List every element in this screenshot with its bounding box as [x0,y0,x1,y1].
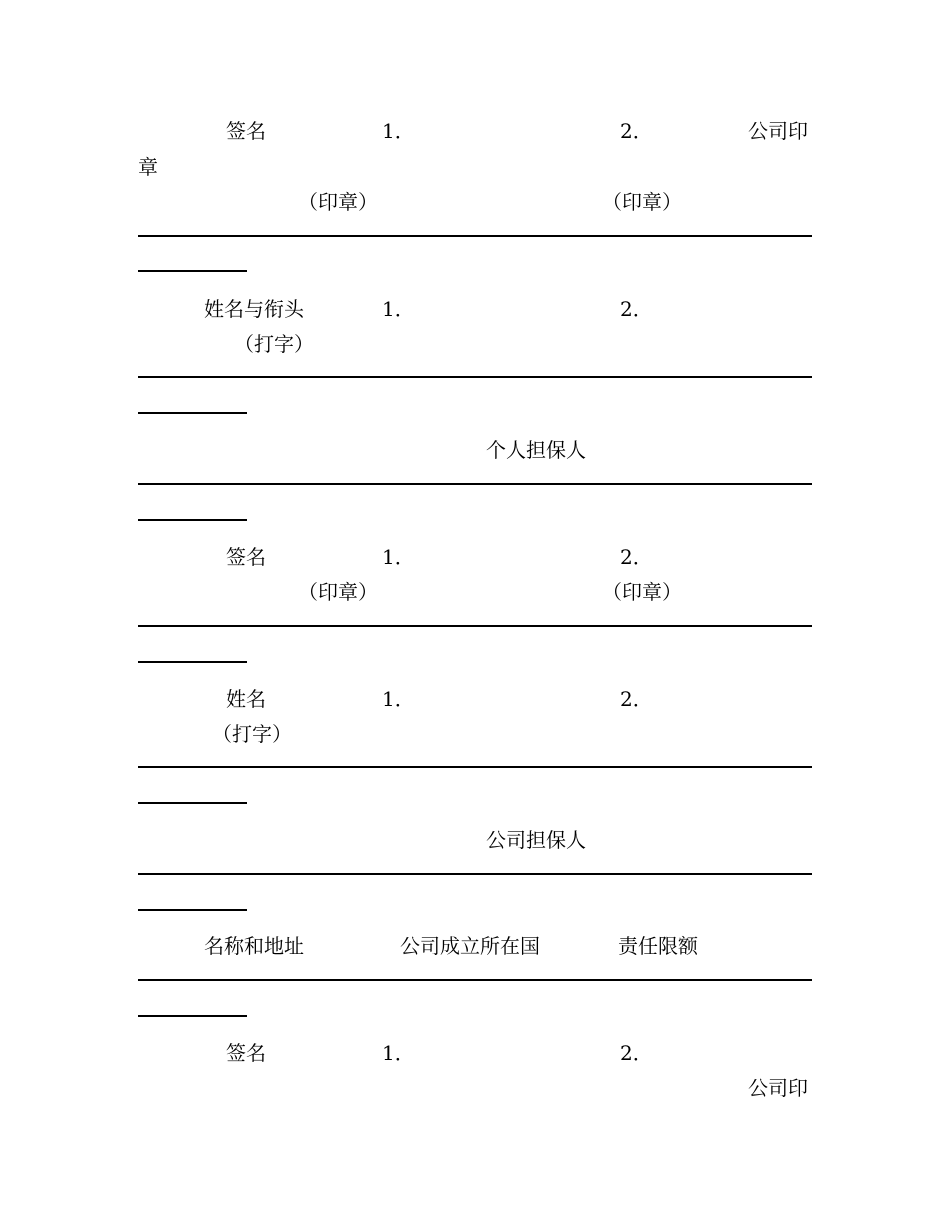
corporate-heading-line [138,873,812,875]
guarantor-signature-line-continuation [138,661,247,663]
columns-line-continuation [138,1015,247,1017]
guarantor-number-1: 1． [382,545,415,569]
corporate-number-2: 2． [620,1041,653,1065]
company-seal-label-continued: 章 [138,155,158,179]
guarantor-seal-1: （印章） [298,580,378,604]
guarantor-name-line [138,766,812,768]
signatory-number-2: 2． [620,119,653,143]
name-title-label: 姓名与衔头 [204,297,304,321]
name-line [138,376,812,378]
guarantor-name-number-2: 2． [620,687,653,711]
guarantor-name-number-1: 1． [382,687,415,711]
name-number-1: 1． [382,297,415,321]
corporate-company-seal-label: 公司印 [748,1076,808,1100]
guarantor-sign-label: 签名 [226,545,266,569]
columns-line [138,979,812,981]
company-seal-label: 公司印 [748,119,808,143]
heading-line-continuation [138,519,247,521]
corporate-heading-line-continuation [138,909,247,911]
heading-line [138,483,812,485]
column-incorporation-country: 公司成立所在国 [400,934,540,958]
seal-placeholder-1: （印章） [298,190,378,214]
typed-note: （打字） [234,332,314,356]
column-liability-limit: 责任限额 [618,934,698,958]
guarantor-typed-note: （打字） [212,722,292,746]
guarantor-seal-2: （印章） [602,580,682,604]
signature-line-continuation [138,270,247,272]
signature-line [138,235,812,237]
guarantor-number-2: 2． [620,545,653,569]
corporate-guarantor-heading: 公司担保人 [486,828,586,852]
seal-placeholder-2: （印章） [602,190,682,214]
corporate-number-1: 1． [382,1041,415,1065]
name-line-continuation [138,412,247,414]
name-number-2: 2． [620,297,653,321]
sign-label: 签名 [226,119,266,143]
guarantor-signature-line [138,625,812,627]
guarantor-name-label: 姓名 [226,687,266,711]
corporate-sign-label: 签名 [226,1041,266,1065]
signatory-number-1: 1． [382,119,415,143]
individual-guarantor-heading: 个人担保人 [486,438,586,462]
guarantor-name-line-continuation [138,802,247,804]
column-name-address: 名称和地址 [204,934,304,958]
